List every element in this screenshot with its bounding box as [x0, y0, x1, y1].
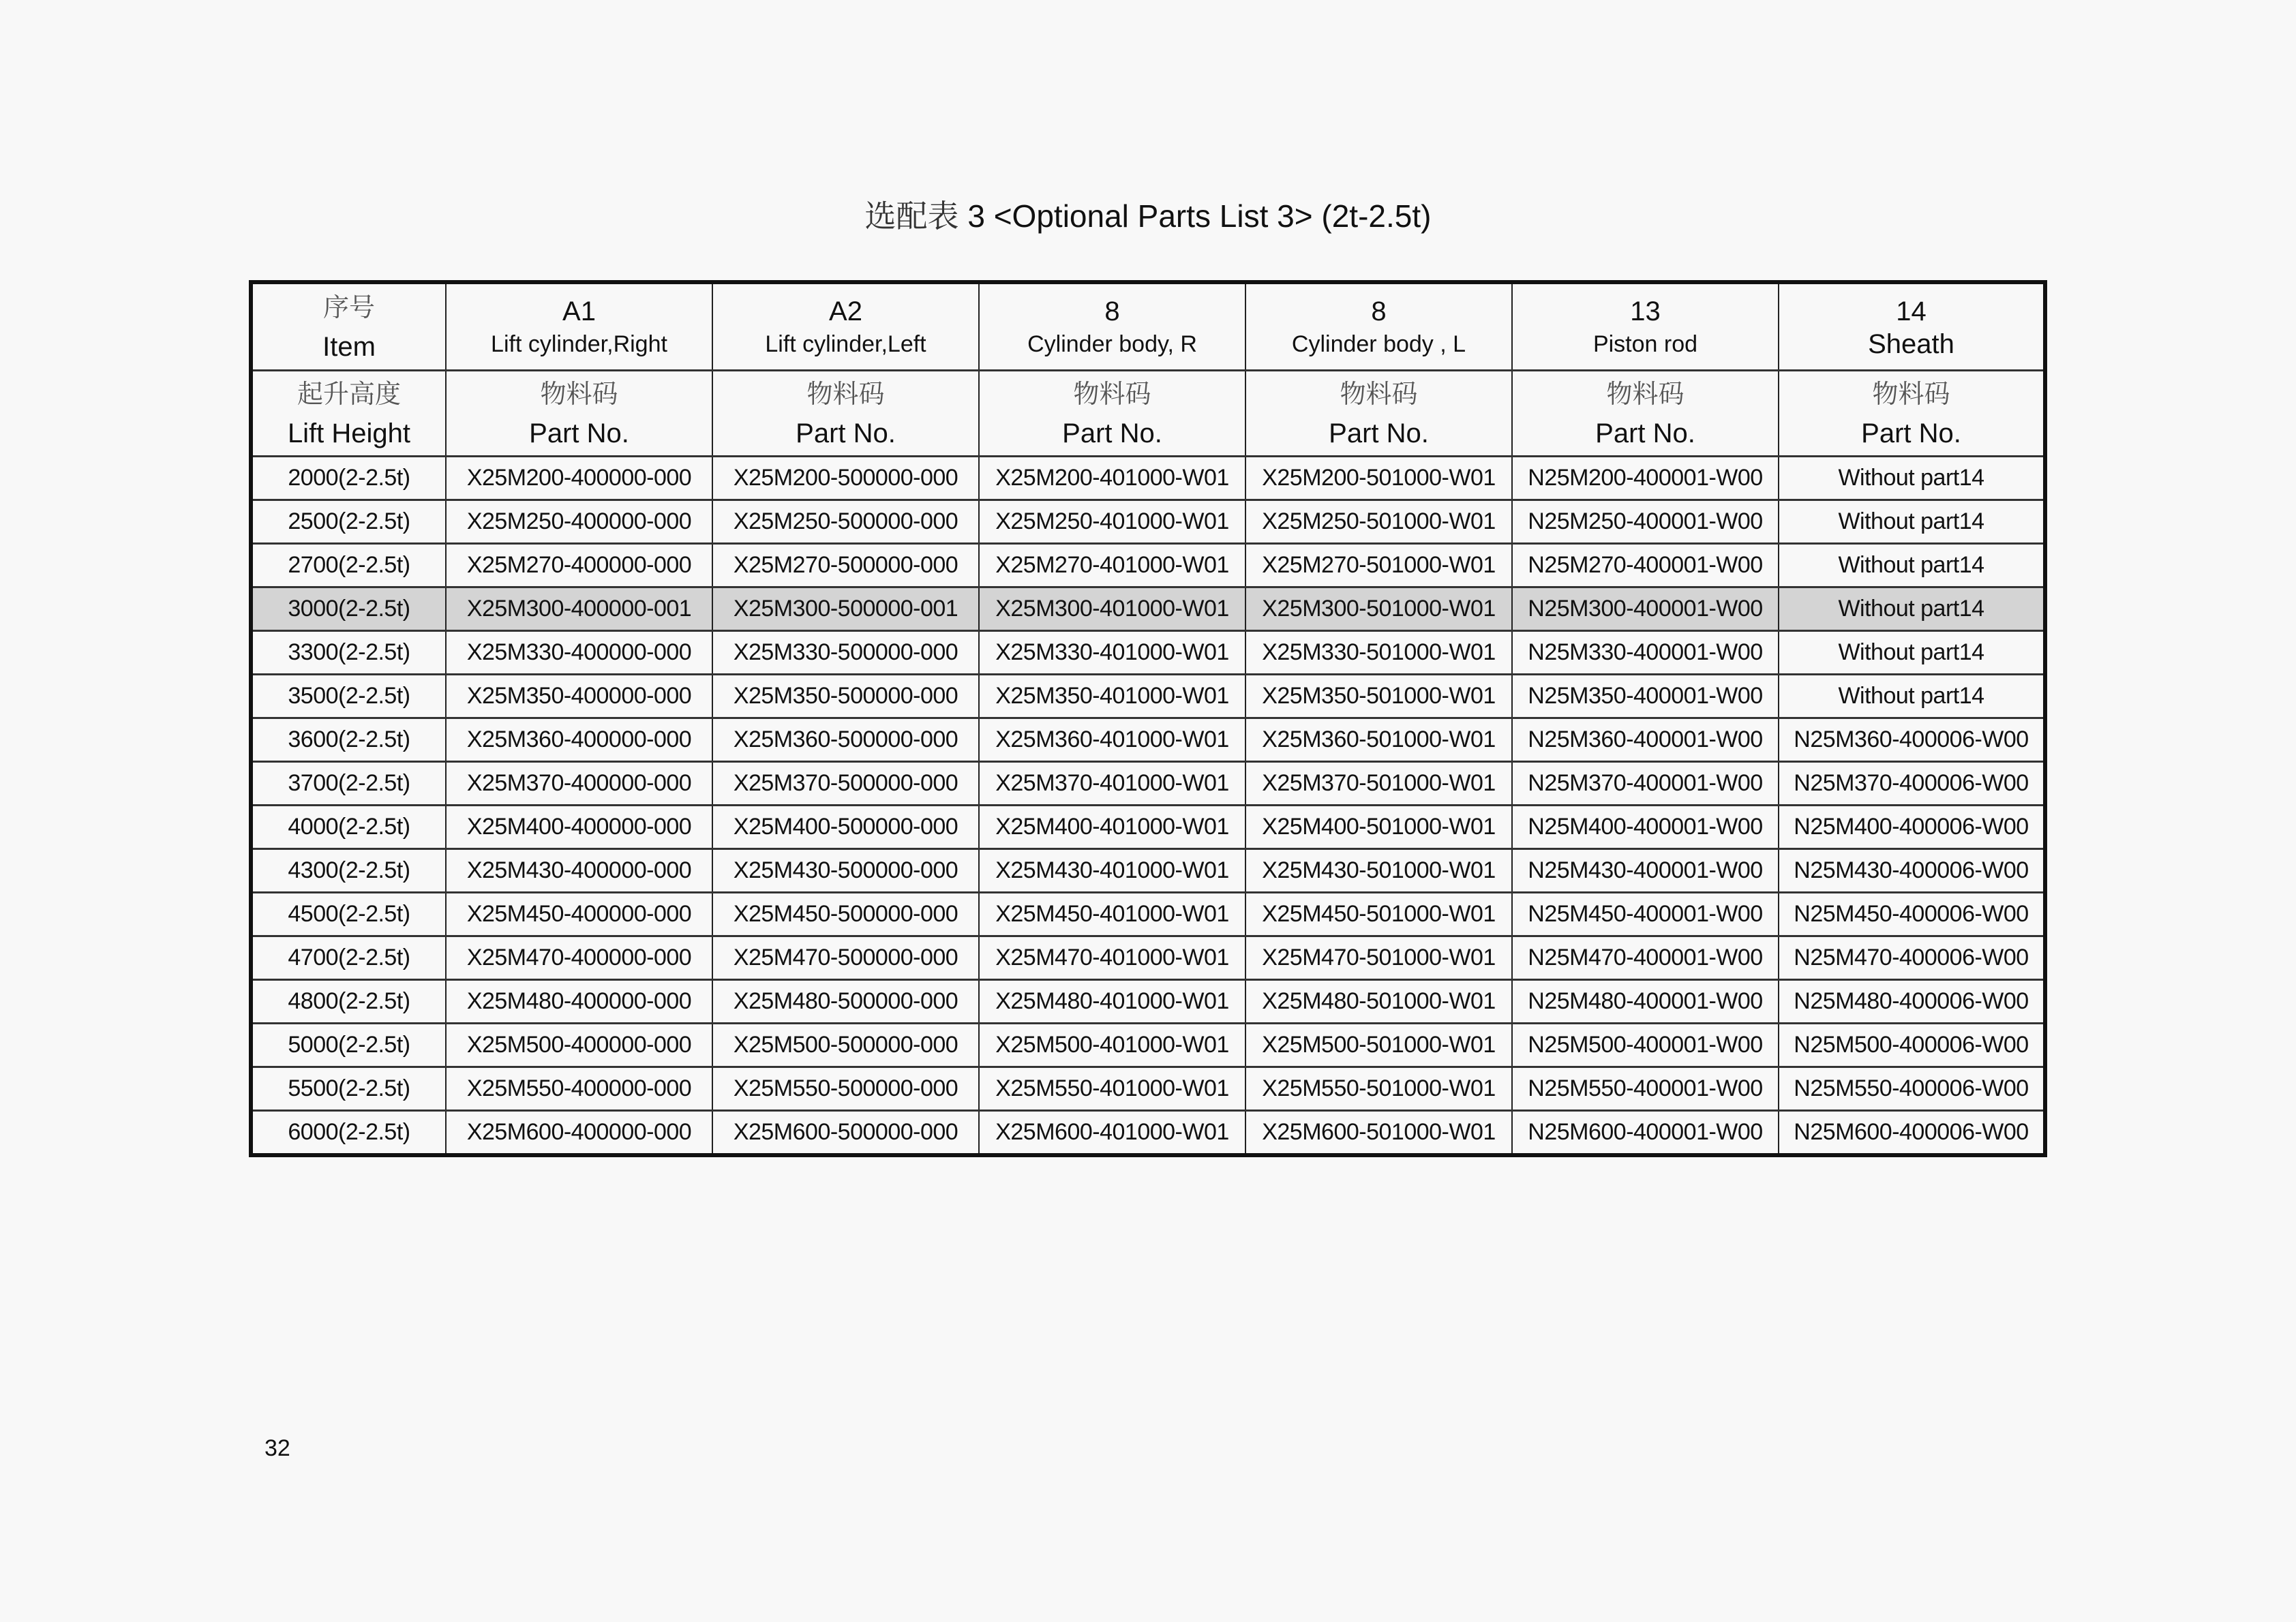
cyl-body-r-cell: X25M370-401000-W01 [979, 762, 1245, 806]
lift-height-cell: 4800(2-2.5t) [251, 980, 446, 1024]
cyl-body-l-cell: X25M250-501000-W01 [1245, 500, 1512, 544]
a1-partno-cell: X25M500-400000-000 [446, 1024, 712, 1067]
lift-height-cell: 2000(2-2.5t) [251, 457, 446, 500]
sheath-cell: Without part14 [1779, 587, 2045, 631]
header-a2 [712, 282, 979, 371]
header-part-name: Lift cylinder,Right [491, 331, 667, 357]
table-row [251, 1024, 2045, 1067]
sheath-cell: N25M450-400006-W00 [1779, 893, 2045, 936]
header-en: Lift Height [287, 418, 411, 448]
table-row [251, 806, 2045, 849]
lift-height-cell: 4300(2-2.5t) [251, 849, 446, 893]
cyl-body-r-cell: X25M350-401000-W01 [979, 675, 1245, 718]
table-row [251, 457, 2045, 500]
sheath-cell: Without part14 [1779, 500, 2045, 544]
a2-partno-cell: X25M430-500000-000 [712, 849, 979, 893]
table-row [251, 849, 2045, 893]
header-partno [446, 371, 712, 457]
cyl-body-l-cell: X25M500-501000-W01 [1245, 1024, 1512, 1067]
cyl-body-l-cell: X25M480-501000-W01 [1245, 980, 1512, 1024]
a2-partno-cell: X25M500-500000-000 [712, 1024, 979, 1067]
table-row [251, 500, 2045, 544]
header-part-name: Cylinder body, R [1027, 331, 1197, 357]
sheath-cell: N25M400-400006-W00 [1779, 806, 2045, 849]
piston-rod-cell: N25M200-400001-W00 [1512, 457, 1779, 500]
header-cn: 起升高度 [297, 378, 401, 409]
table-row-highlighted [251, 587, 2045, 631]
cyl-body-r-cell: X25M550-401000-W01 [979, 1067, 1245, 1111]
cyl-body-l-cell: X25M600-501000-W01 [1245, 1111, 1512, 1156]
header-row-parts [251, 282, 2045, 371]
lift-height-cell: 3600(2-2.5t) [251, 718, 446, 762]
header-en: Part No. [529, 418, 629, 448]
a2-partno-cell: X25M200-500000-000 [712, 457, 979, 500]
piston-rod-cell: N25M350-400001-W00 [1512, 675, 1779, 718]
cyl-body-r-cell: X25M480-401000-W01 [979, 980, 1245, 1024]
a1-partno-cell: X25M350-400000-000 [446, 675, 712, 718]
header-8-left [1245, 282, 1512, 371]
header-partno [1245, 371, 1512, 457]
a1-partno-cell: X25M250-400000-000 [446, 500, 712, 544]
a1-partno-cell: X25M450-400000-000 [446, 893, 712, 936]
a2-partno-cell: X25M360-500000-000 [712, 718, 979, 762]
sheath-cell: N25M480-400006-W00 [1779, 980, 2045, 1024]
sheath-cell: N25M500-400006-W00 [1779, 1024, 2045, 1067]
a2-partno-cell: X25M600-500000-000 [712, 1111, 979, 1156]
lift-height-cell: 5500(2-2.5t) [251, 1067, 446, 1111]
header-part-name: Sheath [1868, 328, 1954, 359]
piston-rod-cell: N25M400-400001-W00 [1512, 806, 1779, 849]
a1-partno-cell: X25M430-400000-000 [446, 849, 712, 893]
header-cn: 物料码 [1872, 378, 1950, 409]
header-part-name: Lift cylinder,Left [765, 331, 926, 357]
a2-partno-cell: X25M300-500000-001 [712, 587, 979, 631]
table-row [251, 1067, 2045, 1111]
sheath-cell: Without part14 [1779, 631, 2045, 675]
cyl-body-r-cell: X25M250-401000-W01 [979, 500, 1245, 544]
piston-rod-cell: N25M430-400001-W00 [1512, 849, 1779, 893]
page-title-chinese: 选配表 [864, 198, 959, 234]
header-cn: 物料码 [1073, 378, 1151, 409]
header-partno [712, 371, 979, 457]
lift-height-cell: 2500(2-2.5t) [251, 500, 446, 544]
piston-rod-cell: N25M300-400001-W00 [1512, 587, 1779, 631]
header-partno [1779, 371, 2045, 457]
a2-partno-cell: X25M480-500000-000 [712, 980, 979, 1024]
a1-partno-cell: X25M550-400000-000 [446, 1067, 712, 1111]
sheath-cell: Without part14 [1779, 544, 2045, 587]
cyl-body-l-cell: X25M450-501000-W01 [1245, 893, 1512, 936]
header-part-number: 8 [1104, 296, 1120, 326]
table-body [251, 457, 2045, 1156]
a2-partno-cell: X25M550-500000-000 [712, 1067, 979, 1111]
header-row-partno [251, 371, 2045, 457]
header-part-number: A2 [829, 296, 862, 326]
cyl-body-l-cell: X25M360-501000-W01 [1245, 718, 1512, 762]
header-part-number: 13 [1630, 296, 1661, 326]
page-title-english: 3 <Optional Parts List 3> (2t-2.5t) [967, 198, 1432, 234]
piston-rod-cell: N25M370-400001-W00 [1512, 762, 1779, 806]
sheath-cell: N25M370-400006-W00 [1779, 762, 2045, 806]
cyl-body-l-cell: X25M370-501000-W01 [1245, 762, 1512, 806]
a1-partno-cell: X25M600-400000-000 [446, 1111, 712, 1156]
piston-rod-cell: N25M600-400001-W00 [1512, 1111, 1779, 1156]
a1-partno-cell: X25M400-400000-000 [446, 806, 712, 849]
lift-height-cell: 2700(2-2.5t) [251, 544, 446, 587]
a2-partno-cell: X25M270-500000-000 [712, 544, 979, 587]
a1-partno-cell: X25M480-400000-000 [446, 980, 712, 1024]
table-row [251, 718, 2045, 762]
table-row [251, 893, 2045, 936]
cyl-body-r-cell: X25M600-401000-W01 [979, 1111, 1245, 1156]
header-part-number: A1 [562, 296, 596, 326]
cyl-body-l-cell: X25M430-501000-W01 [1245, 849, 1512, 893]
header-cn: 物料码 [1606, 378, 1685, 409]
a2-partno-cell: X25M350-500000-000 [712, 675, 979, 718]
a2-partno-cell: X25M370-500000-000 [712, 762, 979, 806]
sheath-cell: N25M430-400006-W00 [1779, 849, 2045, 893]
a1-partno-cell: X25M360-400000-000 [446, 718, 712, 762]
piston-rod-cell: N25M270-400001-W00 [1512, 544, 1779, 587]
header-cn: 物料码 [806, 378, 885, 409]
sheath-cell: N25M470-400006-W00 [1779, 936, 2045, 980]
cyl-body-l-cell: X25M400-501000-W01 [1245, 806, 1512, 849]
cyl-body-l-cell: X25M270-501000-W01 [1245, 544, 1512, 587]
piston-rod-cell: N25M450-400001-W00 [1512, 893, 1779, 936]
piston-rod-cell: N25M500-400001-W00 [1512, 1024, 1779, 1067]
header-en: Part No. [1595, 418, 1695, 448]
a2-partno-cell: X25M330-500000-000 [712, 631, 979, 675]
a1-partno-cell: X25M200-400000-000 [446, 457, 712, 500]
piston-rod-cell: N25M250-400001-W00 [1512, 500, 1779, 544]
lift-height-cell: 4700(2-2.5t) [251, 936, 446, 980]
header-en: Part No. [1062, 418, 1162, 448]
a1-partno-cell: X25M470-400000-000 [446, 936, 712, 980]
sheath-cell: N25M360-400006-W00 [1779, 718, 2045, 762]
table-row [251, 631, 2045, 675]
a2-partno-cell: X25M250-500000-000 [712, 500, 979, 544]
sheath-cell: N25M600-400006-W00 [1779, 1111, 2045, 1156]
header-part-name: Cylinder body , L [1291, 331, 1466, 357]
header-partno [1512, 371, 1779, 457]
header-en: Part No. [1861, 418, 1961, 448]
cyl-body-l-cell: X25M200-501000-W01 [1245, 457, 1512, 500]
sheath-cell: Without part14 [1779, 457, 2045, 500]
cyl-body-r-cell: X25M400-401000-W01 [979, 806, 1245, 849]
cyl-body-r-cell: X25M430-401000-W01 [979, 849, 1245, 893]
header-a1 [446, 282, 712, 371]
lift-height-cell: 3500(2-2.5t) [251, 675, 446, 718]
header-item [251, 282, 446, 371]
cyl-body-r-cell: X25M270-401000-W01 [979, 544, 1245, 587]
cyl-body-r-cell: X25M200-401000-W01 [979, 457, 1245, 500]
header-part-number: 8 [1371, 296, 1387, 326]
cyl-body-r-cell: X25M360-401000-W01 [979, 718, 1245, 762]
lift-height-cell: 6000(2-2.5t) [251, 1111, 446, 1156]
sheath-cell: N25M550-400006-W00 [1779, 1067, 2045, 1111]
lift-height-cell: 3300(2-2.5t) [251, 631, 446, 675]
lift-height-cell: 4500(2-2.5t) [251, 893, 446, 936]
a2-partno-cell: X25M400-500000-000 [712, 806, 979, 849]
header-cn: 物料码 [1340, 378, 1418, 409]
header-cn: 物料码 [540, 378, 618, 409]
cyl-body-l-cell: X25M470-501000-W01 [1245, 936, 1512, 980]
header-lift-height [251, 371, 446, 457]
header-en: Part No. [1329, 418, 1429, 448]
lift-height-cell: 5000(2-2.5t) [251, 1024, 446, 1067]
cyl-body-r-cell: X25M300-401000-W01 [979, 587, 1245, 631]
a1-partno-cell: X25M330-400000-000 [446, 631, 712, 675]
table-row [251, 675, 2045, 718]
table-row [251, 936, 2045, 980]
cyl-body-r-cell: X25M450-401000-W01 [979, 893, 1245, 936]
piston-rod-cell: N25M550-400001-W00 [1512, 1067, 1779, 1111]
header-en: Part No. [796, 418, 896, 448]
table-row [251, 1111, 2045, 1156]
sheath-cell: Without part14 [1779, 675, 2045, 718]
table-row [251, 762, 2045, 806]
header-8-right [979, 282, 1245, 371]
optional-parts-table [249, 280, 2047, 1157]
table-row [251, 544, 2045, 587]
cyl-body-l-cell: X25M330-501000-W01 [1245, 631, 1512, 675]
cyl-body-l-cell: X25M550-501000-W01 [1245, 1067, 1512, 1111]
header-item-cn: 序号 [322, 292, 375, 322]
piston-rod-cell: N25M470-400001-W00 [1512, 936, 1779, 980]
table-row [251, 980, 2045, 1024]
cyl-body-r-cell: X25M470-401000-W01 [979, 936, 1245, 980]
piston-rod-cell: N25M480-400001-W00 [1512, 980, 1779, 1024]
header-13 [1512, 282, 1779, 371]
lift-height-cell: 3000(2-2.5t) [251, 587, 446, 631]
header-part-name: Piston rod [1592, 331, 1698, 357]
lift-height-cell: 3700(2-2.5t) [251, 762, 446, 806]
a1-partno-cell: X25M300-400000-001 [446, 587, 712, 631]
a2-partno-cell: X25M450-500000-000 [712, 893, 979, 936]
cyl-body-l-cell: X25M350-501000-W01 [1245, 675, 1512, 718]
header-partno [979, 371, 1245, 457]
lift-height-cell: 4000(2-2.5t) [251, 806, 446, 849]
piston-rod-cell: N25M330-400001-W00 [1512, 631, 1779, 675]
a1-partno-cell: X25M370-400000-000 [446, 762, 712, 806]
header-part-number: 14 [1896, 296, 1927, 326]
header-item-en: Item [322, 331, 376, 362]
header-14 [1779, 282, 2045, 371]
cyl-body-r-cell: X25M330-401000-W01 [979, 631, 1245, 675]
page-title [0, 192, 2296, 240]
cyl-body-r-cell: X25M500-401000-W01 [979, 1024, 1245, 1067]
piston-rod-cell: N25M360-400001-W00 [1512, 718, 1779, 762]
cyl-body-l-cell: X25M300-501000-W01 [1245, 587, 1512, 631]
a1-partno-cell: X25M270-400000-000 [446, 544, 712, 587]
a2-partno-cell: X25M470-500000-000 [712, 936, 979, 980]
page-number: 32 [265, 1435, 290, 1461]
